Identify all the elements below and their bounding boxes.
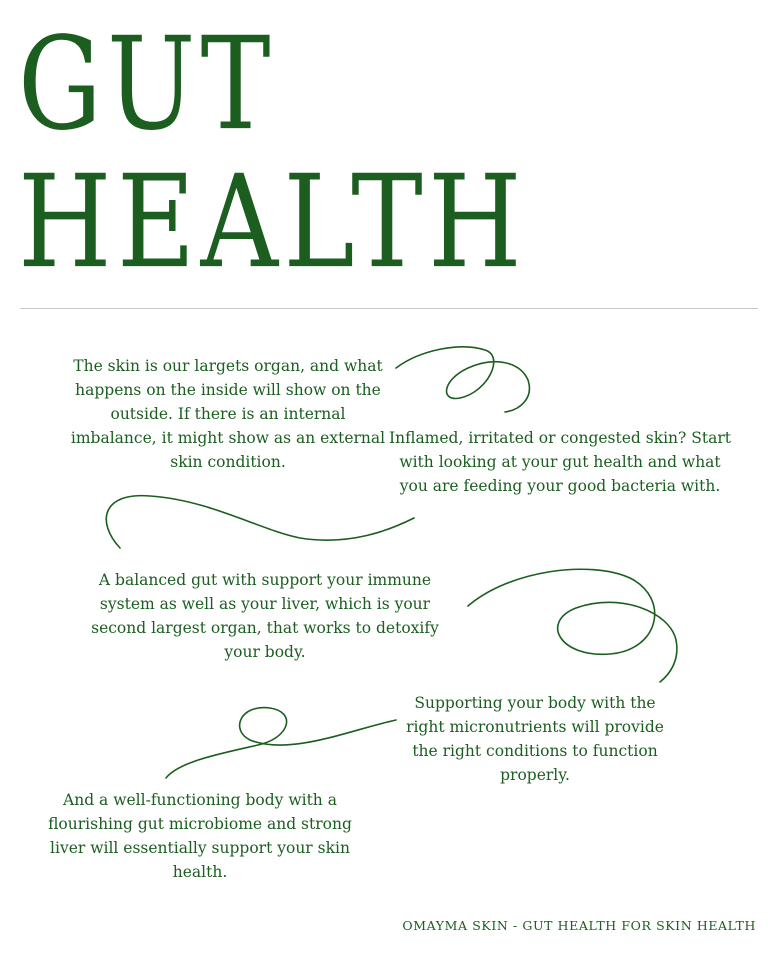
paragraph-balanced-gut: A balanced gut with support your immune system as well as your liver, which is your second largest organ, that works to detoxify your body. <box>91 571 439 661</box>
swirl-line-4 <box>166 708 396 778</box>
paragraph-micronutrients: Supporting your body with the right micronutrients will provide the right conditions to function properly. <box>406 694 664 784</box>
swirl-line-2 <box>106 496 414 548</box>
paragraph-inflamed-skin: Inflamed, irritated or congested skin? Start with looking at your gut health and what you are feeding your good bacteria with. <box>389 429 731 495</box>
title-gut: GUT <box>18 9 276 159</box>
swirl-line-3 <box>468 569 677 682</box>
divider-line <box>20 308 758 309</box>
footer-brand: OMAYMA SKIN - GUT HEALTH FOR SKIN HEALTH <box>402 918 756 933</box>
swirl-line-1 <box>396 347 529 412</box>
paragraph-well-functioning-body: And a well-functioning body with a flourishing gut microbiome and strong liver will essentially support your skin health. <box>48 791 352 881</box>
title-health: HEALTH <box>18 147 527 297</box>
paragraph-skin-largest-organ: The skin is our largets organ, and what happens on the inside will show on the outside. If there is an internal imbalance, it might show as an external skin condition. <box>70 357 386 471</box>
